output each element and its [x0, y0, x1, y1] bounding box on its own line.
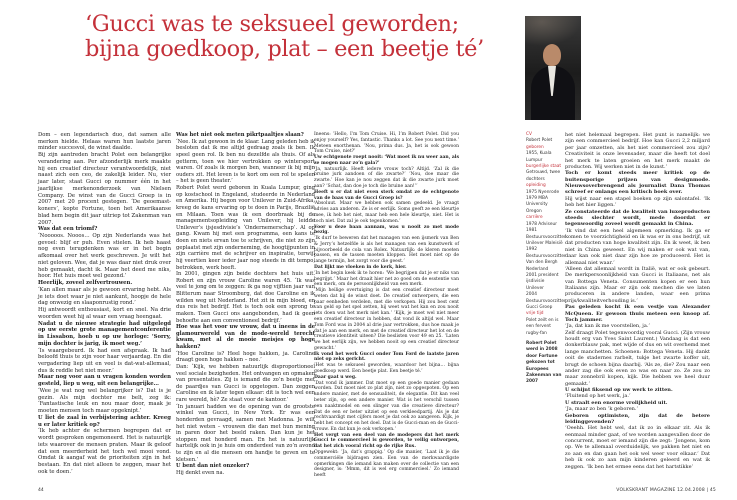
- interview-paragraph: ‘Ja, natuurlijk. Heeft iedere vrouw toch? Altijd. ‘Zal ik die bruine jurk aandoen of die zwarte?’ ‘Nou, doe maar die zwarte.’ Hoe kan je nou zeggen dat ik die zwarte jurk moet aan? ‘Schat, dan doe je toch die bruine aan!’’: [314, 166, 459, 190]
- interview-paragraph: Hij wijst naar een stapel boeken op zijn salontafel. ‘Ik heb het hier liggen.’: [565, 195, 710, 209]
- text-column-3: [314, 132, 459, 479]
- text-column-2: [176, 132, 315, 477]
- cv-entry: Oregon: [526, 208, 542, 214]
- cv-entry: Robert Polet: [526, 138, 553, 144]
- interview-question: U schijnt fiksend op uw werk te zitten.: [565, 387, 673, 393]
- interview-paragraph: ‘Is waargebeurd. Ik had een afspraak. Ik had beloofd thuis te zijn voor haar verjaardag. En die vergadering liep uit en veel is dat-wat-allemaal, dus ik reddle het niet meer.’: [38, 347, 171, 374]
- interview-question: Nadat u de nieuwe strategie had uitgelegd op uw eerste grote managementconferentie in Lissabon, hoeb u op uw horloge: ‘Sorry, mijn dochter is jarig, ik moet weg.’: [38, 320, 171, 347]
- interview-paragraph: ‘In het begin keek ik te horen: ‘We begrijpen dat je er niks van begrijpt.’ Maar het draait hier net zo goed om de esstentie van een merk, om de persoonlijkheid van een merk.: [314, 270, 459, 288]
- interview-paragraph: ‘Ik vind dat een heel algemeen opmerking. Ik ga er komen te voorzichtigheid en ik was er in ons bedrijf, uit dat producten van hoge kwaliteit zijn. En ik weet, ik ben niet in China geweest. En wij maken er ook wat van, daar kan ook niet daar zijn hoe ze produceerd. Het is allemaal niet waar.’: [565, 227, 710, 266]
- photo-caption: Robert Polet werd in 2008 door Fortune gekozen tot Europees Zakenman van 2007: [526, 341, 562, 385]
- portrait-photo: [525, 16, 581, 120]
- interview-question: Maar nog voor aan u vragen konden worden gesteld, liep u weg, uit een belangrijke…: [38, 374, 171, 388]
- interview-paragraph: ‘Ik heb achter de schermen begrepen dat er wordt gesproken ongemoneerd. Het is natuurlijk iets waarover de mensen praten. Maar ik geloof dat een meerderheid het toch wel mooi vond. Omdat ik aangaf wat de prioriteiten zijn in het bestaan. En dat niet alleen te zeggen, maar het ook te doen.’: [38, 428, 171, 475]
- interview-paragraph: In 2001, gingen zijn beide dochters het huis uit. Robert en zijn vrouw Caroline waren 45. ‘Ik was veel te jong om te zeggen: ik ga nog vijftien jaar van Blitterum naar Stroomburg, dat doe Caroline en ik wilden weg uit Nederland. Het zit in mijn bloed, en dus reis het bedrijf. Het is toch ook een sprong te maken. Toen Gucci ons aangebonden, had ik geen behoefte aan een conventioneel bedrijf.’: [176, 271, 315, 324]
- interview-question: Daar gaat u weg.: [314, 374, 357, 380]
- cv-entry: Getrouwd, twee dochters: [526, 170, 561, 182]
- interview-paragraph: Hij antwoordt enthousiast, kort en snel. Na drie woorden weet hij al waar een vraag heengaat.: [38, 307, 171, 320]
- interview-paragraph: ‘Het was te seksueel geworden, waardoor het bijna… bijna goedkoop werd. Een beetje plat. Een beetje té.’: [314, 363, 459, 375]
- cv-entry: 1979 MBA University: [526, 196, 548, 208]
- interview-question: Voor u deze baan aannam, was u nooit zo met mode bezig.: [314, 224, 459, 236]
- interview-question: Uw echtgenote roept nooit: ‘Wat moet ik nu weer aan, als ze mogen naar zo’n gala?’: [314, 155, 459, 166]
- interview-question: Toch er komt steeds meer kritiek op de buitensporige prijzen van designmode. Nieuwsoverbrengend als journalist Dana Thomas schreef er onlangs een kritisch boek over.: [565, 170, 710, 196]
- headline: ‘Gucci was te seksueel geworden; bijna goedkoop, plat – een beetje té’: [85, 11, 484, 62]
- interview-question: Heerlijk, zoveel zelfvertrouwen.: [38, 280, 133, 287]
- cv-entry: 1978 Adviseur: [526, 221, 558, 227]
- interview-question: U bent dan niet onzeker?: [176, 463, 250, 470]
- cv-entry: 1955, Kuala Lumpur: [526, 151, 552, 163]
- interview-paragraph: Dom – een legendarisch duo, dat samen alle merken hielde. Helaas waren hun laatste jaren minder succesvol, de winst daalde.: [38, 132, 171, 152]
- interview-paragraph: ‘Ja, maar zo ben ’k geboren.’: [565, 406, 639, 413]
- interview-question: U straalt een enorme vrolijkheid uit.: [565, 399, 668, 406]
- text-column-1: [38, 132, 171, 475]
- cv-entry: Gucci Groep: [526, 304, 553, 310]
- interview-paragraph: ‘Absoluut. Maar we hebben ook samen gedeeld. Je vraagt advies aan anderen. Ze is er eerlijk. Soms geeft ze een kleurtje mee, ik heb het niet, maar heb een hele kleurtje, niet. Het is toch niet. Dat zal je ook tegenkomen.’: [314, 201, 459, 224]
- cv-heading: geboren: [526, 144, 544, 150]
- interview-paragraph: ‘Kan allen maar als je gewoon ervaring hebt. Als je iets doet waar je niet aankunt, hoopje de hele dag onwezig en slaaponrustig rond.’: [38, 286, 171, 307]
- cv-entry: Van den Bergh Nederland: [526, 260, 558, 272]
- interview-paragraph: ‘Ik durf te beweren dat het managen van een ijsmerk van Ben & Jerry’s hetzelfde is als het managen van een kunstwerk of bijvoorbeeld de cola van Rolex. Natuurlijk: de kleren moeten passen, en de tassen moeten kloppen. Het moet niet op de lange termijn, het zorgt voor die geest.’: [314, 236, 459, 265]
- page-footer-right: VOLKSKRANT MAGAZINE 12.04.2008 | 45: [616, 488, 716, 493]
- cv-entry: 1981 Bestuursvoorzitter: [526, 228, 566, 240]
- interview-paragraph: ‘Hoe Caroline is? Heel hoge hakken, ja. Caroline draagt geen hoge hakken – nee.’: [176, 350, 315, 364]
- cv-entry: Unilever: [526, 285, 544, 291]
- interview-paragraph: Opgewekt: ‘Ja, dat’s grappig.’ Op die manier, ‘Laat ik je die commerciële bijdragen zien. Een van de merkwaardigste opmerkingen die iemand kan maken over de collectie van een designer, is: ‘Mmm, dit is wel erg commercieel.’ Zo iemand heeft: [314, 449, 459, 479]
- interview-paragraph: Robert Polet werd geboren in Kuala Lumpur, ging op kostschool in Engeland, studeerde in Nederland en Amerika. Hij begon voor Unilever in Zuid-Afrika, kreeg de kans ervaring op te doen in Parijs, Brazilië en Milaan. Toen was ik een doorbraak bij de managementsopleiding van Unilever, hij leidde Unilever’s ijsjesdivisie’s ‘Ondernemerschap’. Al op gang. Kwam hij met een programma, een kans te doen en niets ervan toe te schrijven, die niet zo zijn geplaatst met zijn onderneming, de hoogtijpunten in zijn carrière met de schrijver en inspiratie, terwijl hij veertien keer ieder jaar nog steeds in dit tempo, betrokken, werk heeft.: [176, 185, 315, 271]
- photo-lighting: [525, 16, 581, 46]
- cv-entry: Unilever Maleisië: [526, 240, 563, 246]
- interview-paragraph: Bij zijn aantreden bracht Polet een belangrijke verandering aan. Per afzonderlijk merk maakte hij een creatief directeur verantwoordelijk, niet naast zich een ceo, de zakelijk leider. Nu, vier jaar later, staat Gucci op nummer één in het jaarlijkse merkenonderzoek van Nielsen Company. De winst van de Gucci Groep is in 2007 met 20 procent gestegen. ‘De geoemast-koners’, kopte Fortune, toen het Amerikaanse blad hem begin dit jaar uitriep tot Zakenman van 2007.: [38, 152, 171, 226]
- interview-paragraph: Ineens: ‘Hello, I’m Tom Cruise. Hi, I’m Robert Polet. Did you enjoy yourself? Yes, fantastic. Thanks a lot. See you next time.’ Meteen enorthenan. ‘Nou, prima dus. Ja, het is ook gewoon Tom Cruise, niet?’: [314, 132, 459, 155]
- interview-paragraph: ‘Mijn heilige overtuiging is dat een creatief directeur moet weten dat hij de winst doet. De creatief ontwerpers, die een paar eenheden verdelen, met die verkopen. Hij zou best cent van geld op het spel zetten, hij weet wat het kan en zou nooit iets doen wat het merk niet kan.’ ‘Kijk, je moet wel niet meer een creatief directeur in hebben, dat vond ik altijd wel. Maar Tom Ford was in 2004 al drie jaar vertrokken, dus hoe maak je dat je aan een merk, en met de creatief directeur het lot en de creatieve identiteit uiteen? Die beslisten voor 49 en 25. ‘Laten we het eerlijk zijn, we hebben nooit op een creatief directeur gewacht.’: [314, 288, 459, 351]
- interview-paragraph: ‘In januari hadden we de opening van de grootste winkel van Gucci, in New York. Er was een honderden gevraagd, samen met Madonna. Je wilt het niet weten – vrouwen die dan met hun mening in paren door het beeld raken. Dan kun je het stoppen met honderd man. En het is natuurlijk hartelijk ook in je huis om onderdeel van zo’n avond te zijn en al die mensen om handje te geven en te kletsen.’: [176, 403, 315, 463]
- cv-heading: vrije tijd: [526, 311, 544, 317]
- interview-paragraph: ‘Fluitend op het werk, ja.’: [565, 393, 631, 400]
- interview-question: Ik vond het werk Gucci onder Tom Ford de laatste jaren niet op zeks gericht.: [314, 351, 459, 363]
- cv-entry: rugby-fan: [526, 330, 547, 336]
- cv-heading: opleiding: [526, 183, 546, 189]
- cv-heading: carrière: [526, 215, 543, 221]
- interview-question: Heeft u er dat niet even sterk omdat ze de echtgenote van de baas van de Gucci Groep is?: [314, 189, 459, 201]
- interview-question: U liet de zaal in verbijstering achter. Kreeg u er later kritiek op?: [38, 414, 171, 428]
- interview-paragraph: ‘Oeehh. Het hebt wel, dat ik zo in elkaar zit. Als ik eenmaal minder gaat, of we worden aangevallen door de concurrent, moet er iemand zijn die zegt: ‘Jongens, kom op. We te allemaal overduidelijk, we pakken het niet en zo aan en dan gaan het ook wel weer voor elkaar.’ Dat heb ik ook zo aan mijn kinderen geleerd en wat ik zeggen. ‘Ik ben het ermee eens dat het hartstikke’: [565, 425, 710, 470]
- cv-list: [526, 132, 566, 337]
- cv-entry: 1975 Nyenrode: [526, 189, 560, 195]
- interview-question: Pas geleden kocht ik een vestje van Alexander McQueen. Er gewoon thuis meteen een knoop af. Toch jammer.: [565, 304, 710, 323]
- photo-figure-head: [543, 44, 561, 66]
- cv-heading: burgerlijke staat: [526, 164, 562, 170]
- cv-entry: 2004 Bestuursvoorzitter: [526, 292, 566, 304]
- interview-question: Dat lijkt me vloeken in de kerk, hier.: [314, 264, 407, 270]
- text-column-4: [565, 132, 710, 470]
- interview-paragraph: ‘Ja, dat kan ik me voorstellen, ja.’: [565, 323, 651, 330]
- interview-question: Was het niet ook meten pikrtpaaltjes slaan?: [176, 132, 304, 138]
- interview-paragraph: het niet helemaal begrepen. Het punt is namelijk: we zijn een commercieel bedrijf. Hoe kan Gucci 2,2 miljard per jaar omzetten, als het niet commercieel zou zijn? Creativiteit is onze levensader, maar die heeft tot doel het merk te laten groeien en het merk maakt de producten. Wij werken niet in de kunst.’: [565, 132, 710, 170]
- cv-heading: CV: [526, 132, 532, 137]
- page-number-left: 44: [38, 488, 44, 493]
- interview-paragraph: Dan: ‘Kijk, we hebben natuurlijk disproportioneel veel sociale bezigheden. Het ontvangen en opmaken van presentaties. Zij is iemand die zo’n beetje met de paardjes van Gucci is opgetogen. Dan zeggen Caroline en ik later tegen elkaar: dit is toch wel een rare wereld, hè? Ze staat voor de kantoor.’: [176, 363, 315, 403]
- interview-paragraph: Hij denkt even na.: [176, 469, 225, 476]
- interview-question: Hoe was het voor uw vrouw, dat u ineens in de glamourwereld van de mode-wereld terecht kwam, met al de mooie meisjes op hoge hakken?: [176, 324, 315, 350]
- cv-sidebar: [526, 132, 566, 386]
- interview-paragraph: ‘Nee. Ik zat gewoon in de klaar. Lang geleden heb ik besloten dat ik me altijd gedraag zoals ik ben. Ik speel geen rol. Ik ben nu dezelfde als thuis. Of als getterm, toen we hier vertrokken op wintersport waren. Of zoals ik morgen ben, wanneer ik bij mijn ouders zit. Het leven is te kort om een rol te spelen – het is geen theater.’: [176, 138, 315, 185]
- interview-paragraph: Zelf draagt Polet tegenwoordig vooral Gucci. (Zijn vrouw houdt erg van Yves Saint Laurent.) Vandaag is dat een donkerblauw pak, met wijde of dus en wit overhemd met lange manchetten. Schoenen: Bottega Veneta. Hij dankt ooit de stadernes rarbelt, tukje het zwarte koffer uit, brugt de schoen bijna daarbij. ‘Als ze, die? Zou naar een ander zag die ook even zo was en naar zo. Ze zou zo maar zonnebril kopen, kijk. Die hebben we heel duur gemaakt.’: [565, 329, 710, 387]
- interview-paragraph: ‘Dat vond ik jammer. Dat moet op een goede manier gedaan worden. Dat moet niet zo plat zijn, niet zo opgespoten. Op een andere manier, met de sensualiteit, de elegantie. Dit kan veel beter zijn, op een andere manier. Wat is het verschil tussen een naaktmodel en een slinger van die creatieve directeur? Dat de een er beter uitziet op een verkleedpartij. Als je dat rechtvaardigt met cijfers moet je dat ook zo aangeven. Kijk, je hebt het concept en het doel. Dat is de Gucci-man en de Gucci-vrouw. En dat kun je ook verkopen.’: [314, 380, 459, 432]
- cv-entry: Polet zeilt en is een fervent: [526, 317, 559, 330]
- interview-question: Ze constateerde dat de kwaliteit van luxeproducten steeds slechter wordt, mede doordat er tegenwoordig zoveel wordt gemaakt in China.: [565, 208, 710, 228]
- interview-paragraph: ‘Nooooos. Nooos… Op zijn Nederlands was het gevoel: blijf er puh. Even stielen. Ik heb haast nog even terugdenken was er in het begin afkomaal over het werk geschreven. Je wilt het niet geloven. Wee, dat je was daar niet druk over heb gemaakt, dacht ik. Maar het deed me niks, hoor. Het huis moet wel gezond.’: [38, 233, 171, 280]
- cv-entry: 1992 Bestuursvoorzitter: [526, 247, 566, 259]
- interview-question: Was dat een triomf?: [38, 226, 98, 233]
- interview-question: Geboren optimisten, zijn dat de betere leidinggevenden?: [565, 412, 710, 425]
- interview-question: Het vergt van een deel van de modepers dat het merk Gucci te commercieel is geworden, te veilig ontworpen, dat het zich vooral richt op de rijke Rus.: [314, 432, 459, 450]
- interview-paragraph: ‘Wee je wat nog wel belangrijker is? Dat is je gezin. Als mijn dochter me belt, zeg ik: ‘Fantastische leuk en nou maar door, maak je moeten mensen toch maar opgeknipt.’: [38, 387, 171, 415]
- interview-paragraph: ‘Alleen dat allemaal wordt in Italië, wat er ook gebeurt. De merkpersoonlijkheid van Gucci is Italiaans, net als van Bottega Veneta. Consumenten kopen er een hun Italiaans zijn. Maar er zijn ook mechen die we laten produceren in andere landen, waar een prima prijs/kwaliteitverhouding is.’: [565, 265, 710, 304]
- cv-entry: 2001 president ijsdivisie: [526, 272, 559, 285]
